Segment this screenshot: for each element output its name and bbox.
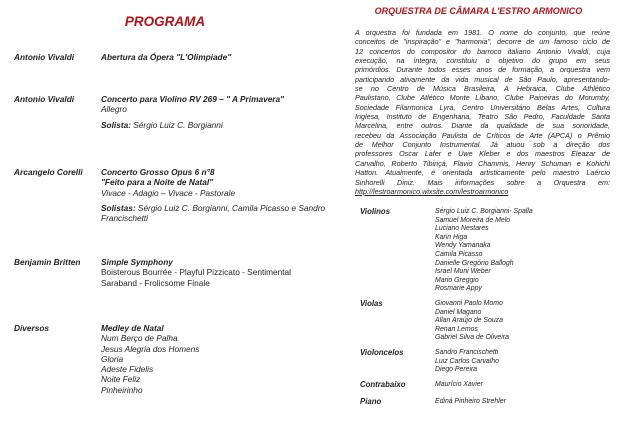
movements: Saraband - Frolicsome Finale	[101, 277, 210, 288]
composer: Diversos	[14, 323, 50, 333]
musician-name: Luiz Carlos Carvalho	[435, 357, 499, 365]
piece-title: Concerto para Violino RV 269 – " A Primavera"	[101, 94, 285, 104]
musician-name: Samuel Moreira de Melo	[435, 216, 511, 224]
section-label: Violoncelos	[360, 348, 404, 357]
musician-name: Wendy Yamanaka	[435, 242, 491, 250]
song: Adeste Fidelis	[101, 364, 154, 375]
piece-title: Medley de Natal	[101, 323, 164, 333]
orchestra-description	[355, 28, 610, 196]
song: Noite Feliz	[101, 374, 141, 385]
paragraph-line: 12 concertos do compositor do barroco italiano Antonio Vivaldi, cuja	[355, 46, 610, 56]
piece-title: Simple Symphony	[101, 257, 173, 267]
section-label: Violas	[360, 299, 383, 308]
website-link[interactable]: http://lestroarmonico.wixsite.com/lestroarmonico	[355, 186, 509, 196]
musician-name: Karin Higa	[435, 233, 468, 241]
musician-name: Luciano Nestares	[435, 225, 489, 233]
paragraph-line: participando ativamente da vida musical de São Paulo, apresentando-	[355, 74, 610, 84]
paragraph-line: se no Centro de Música Brasileira, A Hebraica, Clube Athlético	[355, 84, 610, 94]
composer: Benjamin Britten	[14, 257, 81, 267]
paragraph-line: Carvalho, Roberto Tibiriçá, Flavio Chammis, Henry Schuman e Kohichi	[355, 158, 610, 168]
section-label: Piano	[360, 397, 382, 406]
soloist-label: Solistas:	[101, 202, 136, 213]
paragraph-line: Sinhorelli Diniz. Mais informações sobre a Orquestra em:	[355, 177, 610, 187]
piece-title: Abertura da Ópera "L'Olimpiade"	[101, 52, 232, 62]
musician-name: Danielle Gregório Ballogh	[435, 259, 514, 267]
paragraph-line: de Melhor Conjunto Instrumental. Já atuou sob a direção dos	[355, 140, 610, 150]
musician-name: Giovanni Paolo Momo	[435, 300, 503, 307]
soloist: Sérgio Luiz C. Borgianni	[133, 119, 223, 130]
paragraph-line: execução, na íntegra, constituiu o objetivo do grupo em seus	[355, 56, 610, 66]
musician-name: Diego Pereira	[435, 366, 478, 374]
musician-name: Sérgio Luiz C. Borgianni- Spalla	[435, 208, 533, 215]
musician-name: Rosmarie Appy	[435, 285, 482, 293]
paragraph-line: Paulistano, Clube Atlético Monte Líbano, Clube Paineiras do Morumby,	[355, 93, 610, 103]
piece-title: Concerto Grosso Opus 6 n°8	[101, 167, 215, 177]
paragraph-line: A orquestra foi fundada em 1981. O nome do conjunto, que reúne	[355, 28, 610, 37]
section-label: Contrabaixo	[360, 380, 406, 389]
musician-name: Renan Lemos	[435, 325, 478, 333]
soloist-label: Solista:	[101, 119, 131, 130]
composer: Antonio Vivaldi	[14, 52, 75, 62]
soloist: Sérgio Luiz C. Borgianni, Camila Picasso e Sandro Francischetti	[101, 202, 326, 224]
movements: Allegro	[101, 104, 127, 115]
musician-name: Sandro Francischetti	[435, 349, 499, 356]
paragraph-line: conceitos de "inspiração" e "harmonia", decorre de um famoso ciclo de	[355, 37, 610, 47]
musician-name: Maurício Xavier	[435, 381, 483, 388]
piece-subtitle: "Feito para a Noite de Natal"	[101, 177, 214, 188]
song: Jesus Alegria dos Homens	[101, 343, 200, 354]
song: Num Berço de Palha	[101, 333, 178, 344]
song: Gloria	[101, 353, 124, 364]
composer: Antonio Vivaldi	[14, 94, 75, 104]
musician-name: Camila Picasso	[435, 250, 483, 258]
song: Pinheirinho	[101, 384, 143, 395]
paragraph-line: Inglesa, Instituto de Engenharia, Teatro São Pedro, Faculdade Santa	[355, 112, 610, 122]
paragraph-line: recebeu da Associação Paulista de Críticos de Arte (APCA) o Prêmio	[355, 130, 610, 140]
paragraph-line: Hatton. Atualmente, é orientada artisticamente pelo maestro Laércio	[355, 168, 610, 178]
musician-name: Daniel Magano	[435, 308, 482, 316]
movements: Vivace - Adagio – Vivace - Pastorale	[101, 187, 236, 198]
paragraph-line: professores Oscar Lafer e Uwe Kleber e dos maestros Eleazar de	[355, 149, 610, 159]
program-title: PROGRAMA	[124, 14, 206, 29]
movements: Boisterous Bourrée - Playful Pizzicato - Sentimental	[101, 267, 291, 278]
musician-name: Israel Muni Weber	[435, 268, 491, 276]
orchestra-title: ORQUESTRA DE CÂMARA L'ESTRO ARMONICO	[374, 6, 583, 16]
section-label: Violinos	[360, 207, 391, 216]
musician-name: Allan Araújo de Souza	[435, 317, 503, 325]
musician-name: Ediná Pinheiro Strehler	[435, 398, 506, 405]
paragraph-line: primórdios. Durante todos esses anos de formação, a orquestra vem	[355, 65, 610, 75]
composer: Arcangelo Corelli	[14, 167, 83, 177]
musician-name: Mario Greggio	[435, 276, 479, 284]
paragraph-line: Marcelina, entre outros. Diante da qualidade de sua sonoridade,	[355, 121, 610, 131]
paragraph-line: Sociedade Filarmonica Lyra, Centro Universitário Belas Artes, Cultura	[355, 102, 610, 112]
musician-name: Gabriel Silva de Oliveira	[435, 334, 509, 342]
